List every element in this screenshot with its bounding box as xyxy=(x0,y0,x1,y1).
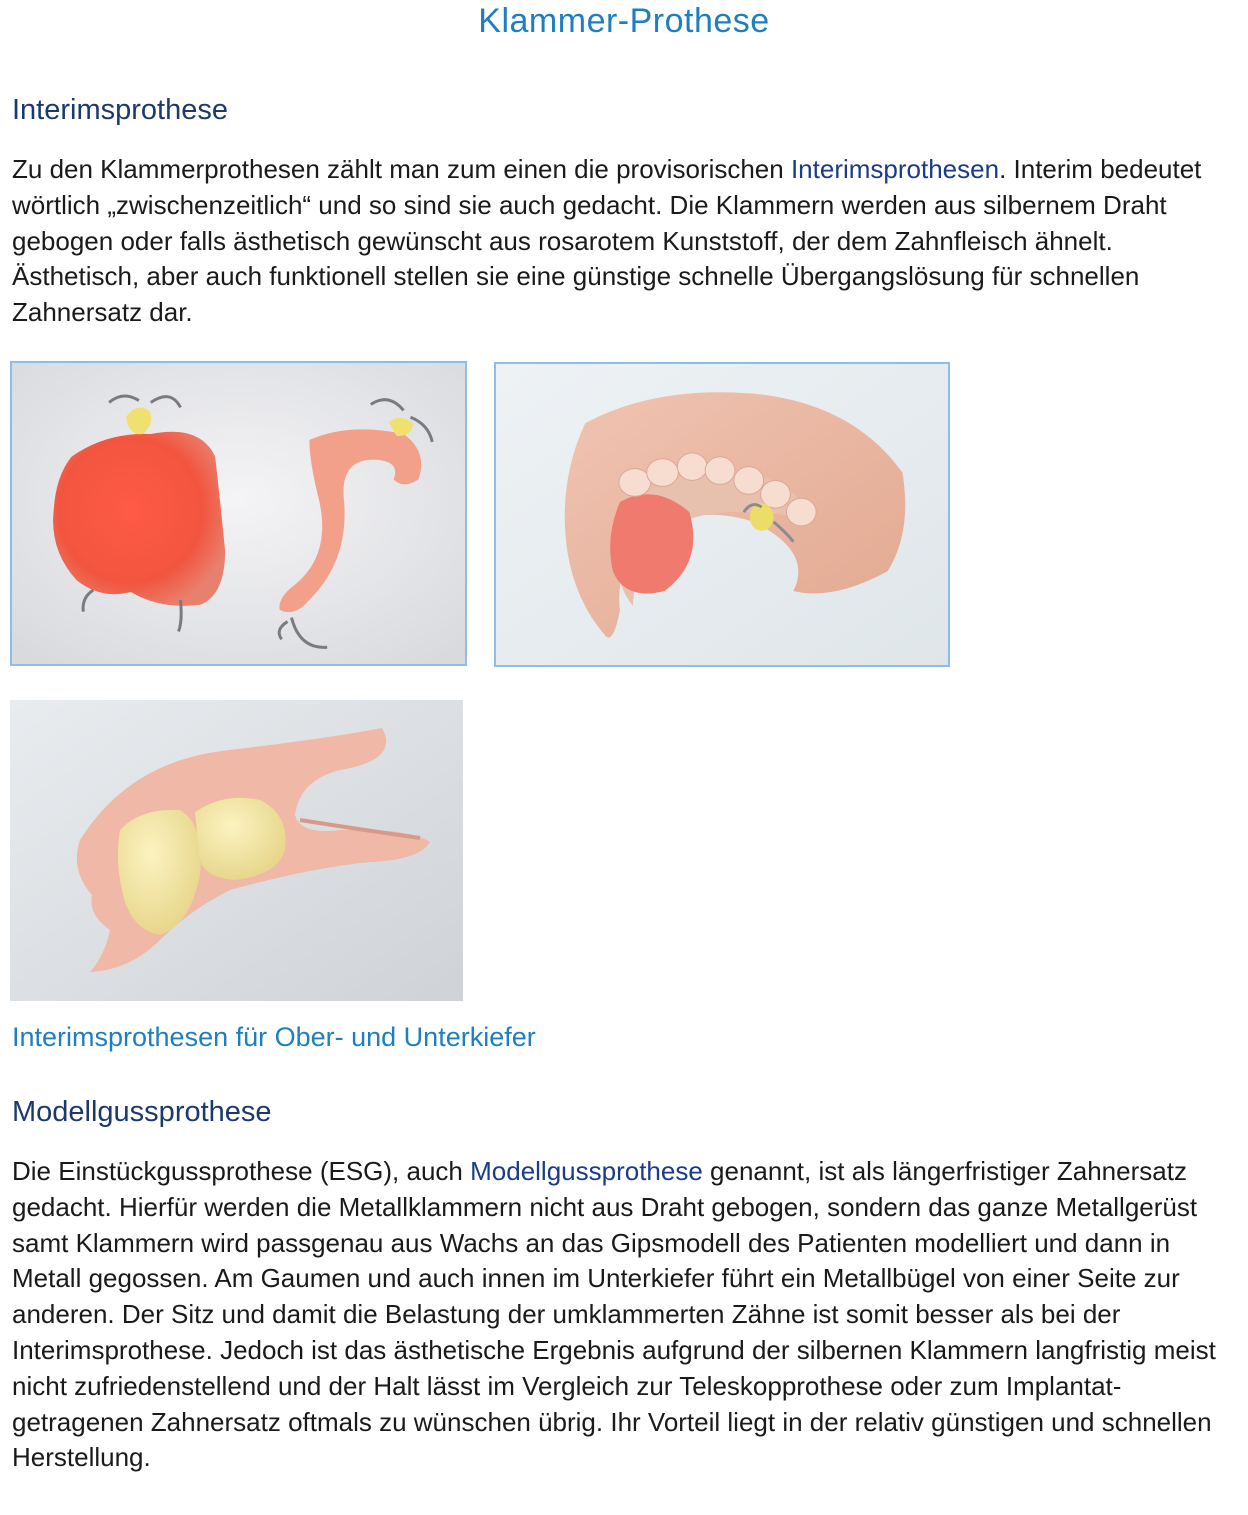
paragraph-text: Zu den Klammerprothesen zählt man zum einen die provisorischen xyxy=(12,154,791,184)
link-modellgussprothese[interactable]: Modellgussprothese xyxy=(470,1156,703,1186)
paragraph-text: . Interim bedeutet wörtlich „zwischenzeitlich“ und so sind sie auch gedacht. Die Klammern werden aus silbernem Draht gebogen oder falls ästhetisch gewünscht aus rosarotem Kunststoff, der dem Zahnfleisch ähnelt. Ästhetisch, aber auch funktionell stellen sie eine günstige schnelle Übergangslösung für schnellen Zahnersatz dar. xyxy=(12,154,1202,328)
paragraph-interimsprothese xyxy=(12,152,1238,331)
image-caption: Interimsprothesen für Ober- und Unterkiefer xyxy=(12,1022,536,1052)
photo-plaster-model-denture-image xyxy=(496,364,948,665)
photo-denture-closeup-image xyxy=(10,700,463,1001)
photo-plaster-model-denture xyxy=(494,362,950,667)
paragraph-modellgussprothese xyxy=(12,1154,1238,1476)
page-title: Klammer-Prothese xyxy=(478,2,770,40)
photo-interim-dentures-pair xyxy=(10,361,467,666)
paragraph-text: Die Einstückgussprothese (ESG), auch xyxy=(12,1156,471,1186)
photo-interim-dentures-pair-image xyxy=(12,363,465,664)
heading-interimsprothese: Interimsprothese xyxy=(12,94,228,126)
heading-modellgussprothese: Modellgussprothese xyxy=(12,1096,272,1128)
paragraph-text: genannt, ist als längerfristiger Zahnersatz gedacht. Hierfür werden die Metallklammern nicht aus Draht gebogen, sondern das ganze Metallgerüst samt Klammern wird passgenau aus Wachs an das Gipsmodell des Patienten modelliert und dann in Metall gegossen. Am Gaumen und auch innen im Unterkiefer führt ein Metallbügel von einer Seite zur anderen. Der Sitz und damit die Belastung der umklammerten Zähne ist somit besser als bei der Interimsprothese. Jedoch ist das ästhetische Ergebnis aufgrund der silbernen Klammern langfristig meist nicht zufriedenstellend und der Halt lässt im Vergleich zur Teleskopprothese oder zum Implantat-getragenen Zahnersatz oftmals zu wünschen übrig. Ihr Vorteil liegt in der relativ günstigen und schnellen Herstellung. xyxy=(12,1156,1216,1473)
link-interimsprothesen[interactable]: Interimsprothesen xyxy=(790,154,1000,184)
photo-denture-closeup xyxy=(10,700,463,1001)
